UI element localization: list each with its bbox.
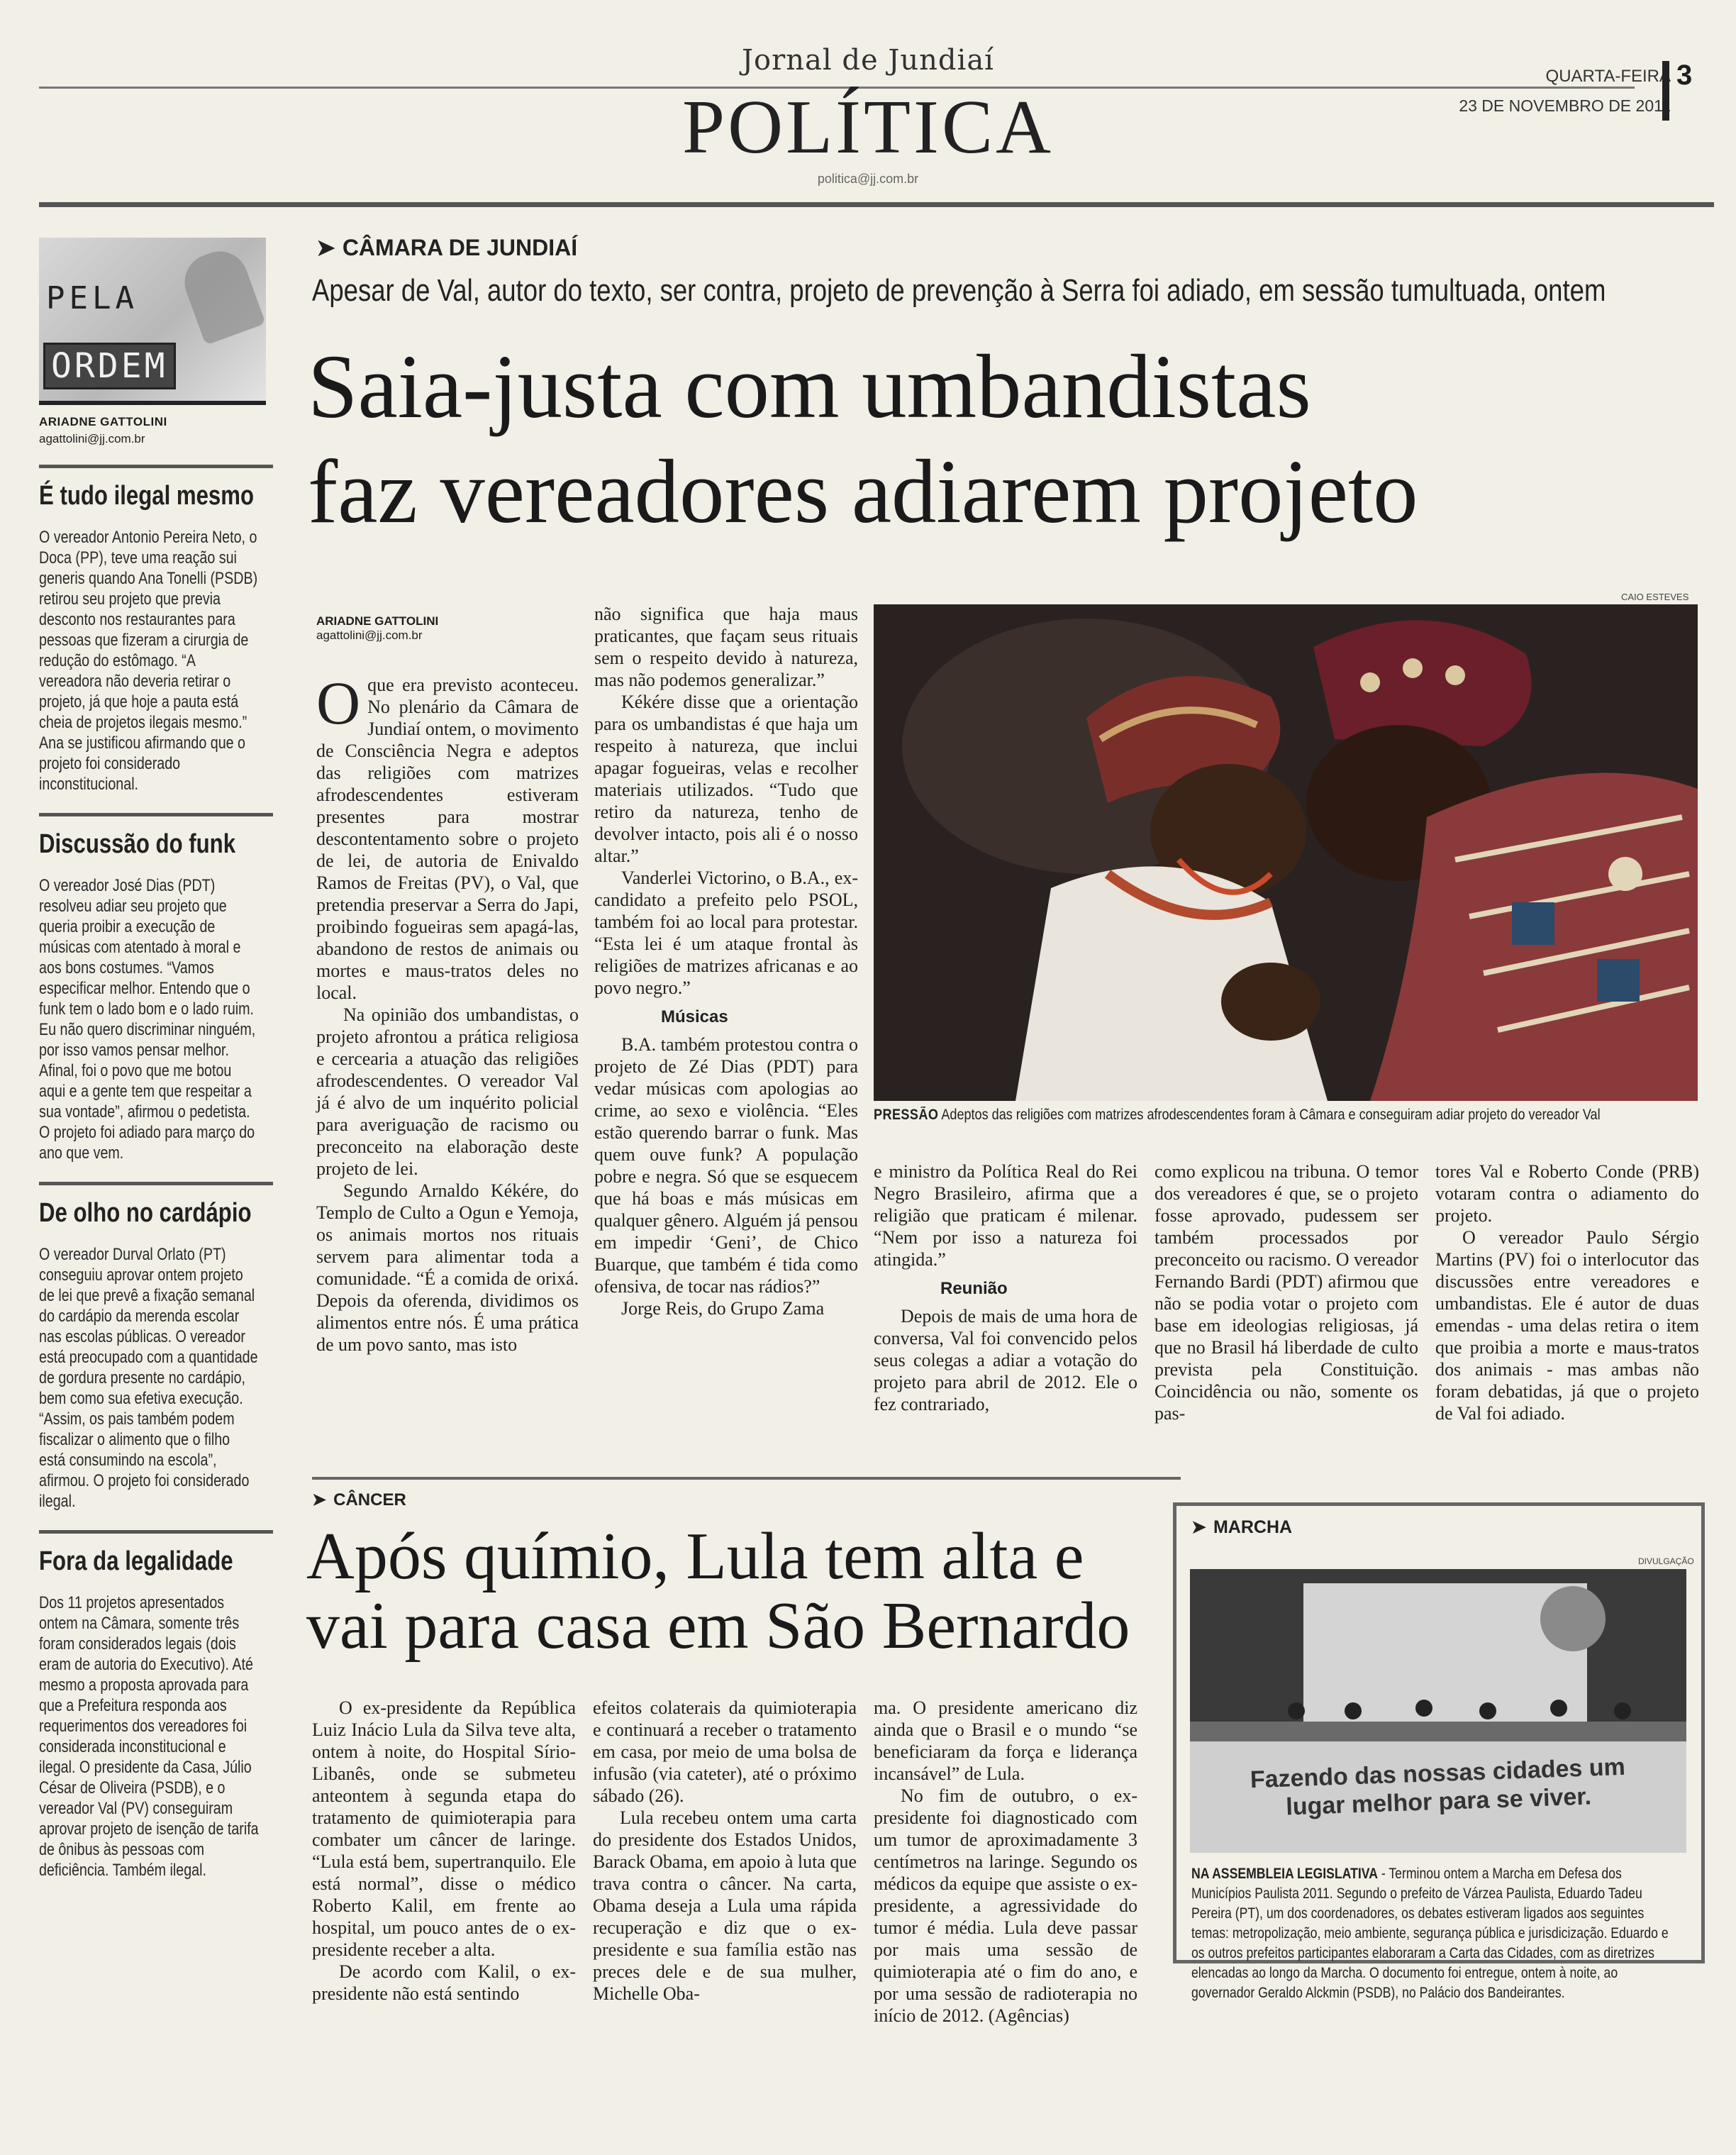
issue-date: 23 DE NOVEMBRO DE 2011 <box>1459 96 1671 115</box>
main-photo <box>874 604 1698 1101</box>
headline-line-1: Saia-justa com umbandistas <box>308 336 1311 437</box>
drop-cap: O <box>316 669 361 737</box>
sidebar-column <box>39 238 273 1880</box>
paragraph: Depois de mais de uma hora de conversa, Val foi convencido pelos seus colegas a adiar a votação do projeto para abril de 2012. Ele o fez contrariado, <box>874 1306 1137 1414</box>
paragraph: Oque era previsto aconteceu. No plenário da Câmara de Jundiaí ontem, o movimento de Consciência Negra e adeptos das religiões com matrizes afrodescendentes estiveram presentes para mostrar descontentamento sobre o projeto de lei, de autoria de Enivaldo Ramos de Freitas (PV), o Val, que pretendia preservar a Serra do Japi, proibindo fogueiras sem apagá-las, abandono de restos de animais ou mortes e maus-tratos deles no local. <box>316 669 579 1003</box>
paragraph: tores Val e Roberto Conde (PRB) votaram contra o adiamento do projeto. <box>1435 1161 1699 1226</box>
subhead: Músicas <box>661 1007 728 1026</box>
paragraph: Segundo Arnaldo Kékére, do Templo de Culto a Ogun e Yemoja, os animais mortos nos rituais servem para alimentar toda a comunidade. “É a comida de orixá. Depois da oferenda, dividimos os alimentos entre nós. É uma prática de um povo santo, mas isto <box>316 1180 579 1355</box>
main-col-5 <box>1435 1160 1699 1424</box>
lula-col-1 <box>312 1697 576 2005</box>
caption-label: PRESSÃO <box>874 1107 939 1123</box>
marcha-caption <box>1191 1864 1680 2003</box>
paragraph: De acordo com Kalil, o ex-presidente não está sentindo <box>312 1961 576 2004</box>
note-title: É tudo ilegal mesmo <box>39 481 255 511</box>
paragraph: não significa que haja maus praticantes, que façam seus rituais sem o respeito devido à natureza, mas não podemos generalizar.” <box>594 604 858 690</box>
main-col-3 <box>874 1160 1137 1415</box>
section-email: politica@jj.com.br <box>817 172 919 186</box>
column-author: ARIADNE GATTOLINI <box>39 415 167 428</box>
section-title: POLÍTICA <box>682 85 1054 170</box>
column-email: agattolini@jj.com.br <box>39 432 145 445</box>
marcha-kicker: ➤ MARCHA <box>1191 1517 1293 1537</box>
side-divider <box>39 465 273 468</box>
marcha-credit: DIVULGAÇÃO <box>1638 1556 1694 1566</box>
byline-email: agattolini@jj.com.br <box>316 628 423 642</box>
note-title: Fora da legalidade <box>39 1546 233 1576</box>
note-text: Dos 11 projetos apresentados ontem na Câmara, somente três foram considerados legais (dois eram de autoria do Executivo). Até mesmo a proposta aprovada para que a Prefeitura responda aos requerimentos dos vereadores foi considerada inconstitucional e ilegal. O presidente da Casa, Júlio César de Oliveira (PSDB), e o vereador Val (PV) conseguiram aprovar projeto de isenção de tarifa de ônibus às pessoas com deficiência. Também ilegal. <box>39 1593 259 1880</box>
masthead-rule <box>39 202 1714 207</box>
main-col-2 <box>594 603 858 1319</box>
main-col-1 <box>316 669 579 1356</box>
logo-line-2: ORDEM <box>43 343 176 389</box>
arrow-icon: ➤ <box>316 235 335 260</box>
paragraph: Jorge Reis, do Grupo Zama <box>621 1298 825 1319</box>
column-logo <box>39 238 266 405</box>
logo-line-1: PELA <box>46 280 138 316</box>
paragraph: ma. O presidente americano diz ainda que o Brasil e o mundo “se beneficiaram da força e liderança incansável” de Lula. <box>874 1697 1137 1784</box>
paragraph: O ex-presidente da República Luiz Inácio Lula da Silva teve alta, ontem à noite, do Hospital Sírio-Libanês, onde se submeteu anteontem à segunda etapa do tratamento de quimioterapia para combater um câncer de laringe. “Lula está bem, supertranquilo. Ele está normal”, disse o médico Roberto Kalil, em frente ao hospital, um pouco antes de o ex-presidente receber a alta. <box>312 1697 576 1960</box>
marcha-photo <box>1190 1569 1686 1853</box>
paragraph: e ministro da Política Real do Rei Negro Brasileiro, afirma que a religião que praticam é milenar. “Nem por isso a natureza foi atingida.” <box>874 1161 1137 1270</box>
paragraph: O vereador Paulo Sérgio Martins (PV) foi o interlocutor das discussões entre vereadores e umbandistas. Ele é autor de duas emendas - uma delas retira o item que proibia a morte e maus-tratos dos animais - mas ambas não foram debatidas, já que o projeto de Val foi adiado. <box>1435 1227 1699 1424</box>
photo-caption <box>874 1107 1601 1124</box>
paragraph: B.A. também protestou contra o projeto de Zé Dias (PDT) para vedar músicas com apologias ao crime, ao sexo e violência. “Eles estão querendo barrar o funk. Mas quem ouve funk? A população pobre e negra. Só que se esquecem que há boas e más músicas em qualquer gênero. Alguém já pensou em impedir ‘Geni’, de Chico Buarque, que também é tida como ofensiva, de tocar nas rádios?” <box>594 1034 858 1297</box>
marcha-caption-label: NA ASSEMBLEIA LEGISLATIVA <box>1191 1866 1378 1882</box>
lula-headline-2: vai para casa em São Bernardo <box>306 1589 1130 1663</box>
main-col-4 <box>1154 1160 1418 1424</box>
side-divider <box>39 813 273 816</box>
headline-line-2: faz vereadores adiarem projeto <box>308 441 1418 542</box>
newspaper-name: Jornal de Jundiaí <box>742 44 994 77</box>
main-deck: Apesar de Val, autor do texto, ser contra, projeto de prevenção à Serra foi adiado, em sessão tumultuada, ontem <box>312 273 1606 308</box>
section-divider <box>312 1477 1181 1480</box>
embrace-illustration <box>874 604 1698 1101</box>
lula-headline-1: Após químio, Lula tem alta e <box>306 1519 1084 1593</box>
lula-kicker: ➤ CÂNCER <box>312 1490 406 1509</box>
note-title: Discussão do funk <box>39 829 236 859</box>
arrow-icon: ➤ <box>312 1490 327 1509</box>
side-divider <box>39 1530 273 1534</box>
subhead: Reunião <box>940 1279 1008 1298</box>
weekday: QUARTA-FEIRA <box>1545 67 1671 86</box>
main-byline <box>316 614 438 643</box>
paragraph: efeitos colaterais da quimioterapia e continuará a receber o tratamento em casa, por meio de uma bolsa de infusão (via cateter), até o próximo sábado (26). <box>593 1697 857 1806</box>
main-kicker: ➤ CÂMARA DE JUNDIAÍ <box>316 235 578 260</box>
paragraph: Vanderlei Victorino, o B.A., ex-candidato a prefeito pelo PSOL, também foi ao local para protestar. “Esta lei é um ataque frontal às religiões de matrizes africanas e ao povo negro.” <box>594 868 858 998</box>
photo-credit: CAIO ESTEVES <box>1621 592 1689 602</box>
page-number: 3 <box>1662 61 1712 121</box>
paragraph: No fim de outubro, o ex-presidente foi diagnosticado com um tumor de aproximadamente 3 centímetros na laringe. Segundo os médicos da equipe que assiste o ex-presidente, a agressividade do tumor é média. Lula deve passar por mais uma sessão de quimioterapia até o fim do ano, e por uma sessão de radioterapia no início de 2012. (Agências) <box>874 1785 1137 2026</box>
banner-line-1: Fazendo das nossas cidades um <box>1250 1753 1626 1794</box>
lula-col-3 <box>874 1697 1137 2027</box>
note-text: O vereador José Dias (PDT) resolveu adiar seu projeto que queria proibir a execução de músicas com atentado à moral e aos bons costumes. “Vamos especificar melhor. Entendo que o funk tem o lado bom e o lado ruim. Eu não quero discriminar ninguém, por isso vamos pensar melhor. Afinal, foi o povo que me botou aqui e a gente tem que respeitar a sua vontade”, afirmou o pedetista. O projeto foi adiado para março do ano que vem. <box>39 876 256 1163</box>
note-title: De olho no cardápio <box>39 1198 252 1228</box>
banner-line-2: lugar melhor para se viver. <box>1285 1783 1592 1821</box>
note-text: O vereador Antonio Pereira Neto, o Doca (PP), teve uma reação sui generis quando Ana Tonelli (PSDB) retirou seu projeto que previa desconto nos restaurantes para pessoas que fizeram a cirurgia de redução do estômago. “A vereadora não deveria retirar o projeto, já que hoje a pauta está cheia de projetos ilegais mesmo.” Ana se justificou afirmando que o projeto foi considerado inconstitucional. <box>39 528 258 794</box>
paragraph: Kékére disse que a orientação para os umbandistas é que haja um respeito à natureza, que inclui apagar fogueiras, velas e recolher materiais utilizados. “Tudo que retiro da natureza, tenho de devolver intacto, pois ali é o nosso altar.” <box>594 692 858 866</box>
byline-author: ARIADNE GATTOLINI <box>316 614 439 628</box>
paragraph: como explicou na tribuna. O temor dos vereadores é que, se o projeto fosse aprovado, pudessem ser também processados por preconceito ou racismo. O vereador Fernando Bardi (PDT) afirmou que não se podia votar o projeto com base em ideologias religiosas, já que no Brasil há liberdade de culto prevista pela Constituição. Coincidência ou não, somente os pas- <box>1154 1161 1418 1424</box>
pointing-hand-icon <box>177 243 266 345</box>
lula-col-2 <box>593 1697 857 2005</box>
arrow-icon: ➤ <box>1191 1517 1206 1537</box>
marcha-caption-text: - Terminou ontem a Marcha em Defesa dos Municípios Paulista 2011. Segundo o prefeito de Várzea Paulista, Eduardo Tadeu Pereira (PT), um dos coordenadores, os debates estiveram ligados aos seguintes temas: metropolização, meio ambiente, segurança pública e jurisdicização. Eduardo e os outros prefeitos participantes elaboraram a Carta das Cidades, com as diretrizes elencadas ao longo da Marcha. O documento foi entregue, ontem à noite, ao governador Geraldo Alckmin (PSDB), no Palácio dos Bandeirantes. <box>1191 1866 1669 2001</box>
note-text: O vereador Durval Orlato (PT) conseguiu aprovar ontem projeto de lei que prevê a fixação semanal do cardápio da merenda escolar nas escolas públicas. O vereador está preocupado com a quantidade de gordura presente no cardápio, bem como sua efetiva execução. “Assim, os pais também podem fiscalizar o alimento que o filho está consumindo na escola”, afirmou. O projeto foi considerado ilegal. <box>39 1245 258 1511</box>
paragraph: Na opinião dos umbandistas, o projeto afrontou a prática religiosa e cercearia a atuação das religiões afrodescendentes. O vereador Val já é alvo de um inquérito policial para averiguação de racismo ou preconceito na elaboração deste projeto de lei. <box>316 1004 579 1179</box>
paragraph: Lula recebeu ontem uma carta do presidente dos Estados Unidos, Barack Obama, em apoio à luta que trava contra o câncer. Na carta, Obama deseja a Lula uma rápida recuperação e diz que o ex-presidente e sua família estão nas preces dele e de sua mulher, Michelle Oba- <box>593 1807 857 2004</box>
caption-text: Adeptos das religiões com matrizes afrodescendentes foram à Câmara e conseguiram adiar projeto do vereador Val <box>941 1107 1601 1123</box>
side-divider <box>39 1182 273 1185</box>
